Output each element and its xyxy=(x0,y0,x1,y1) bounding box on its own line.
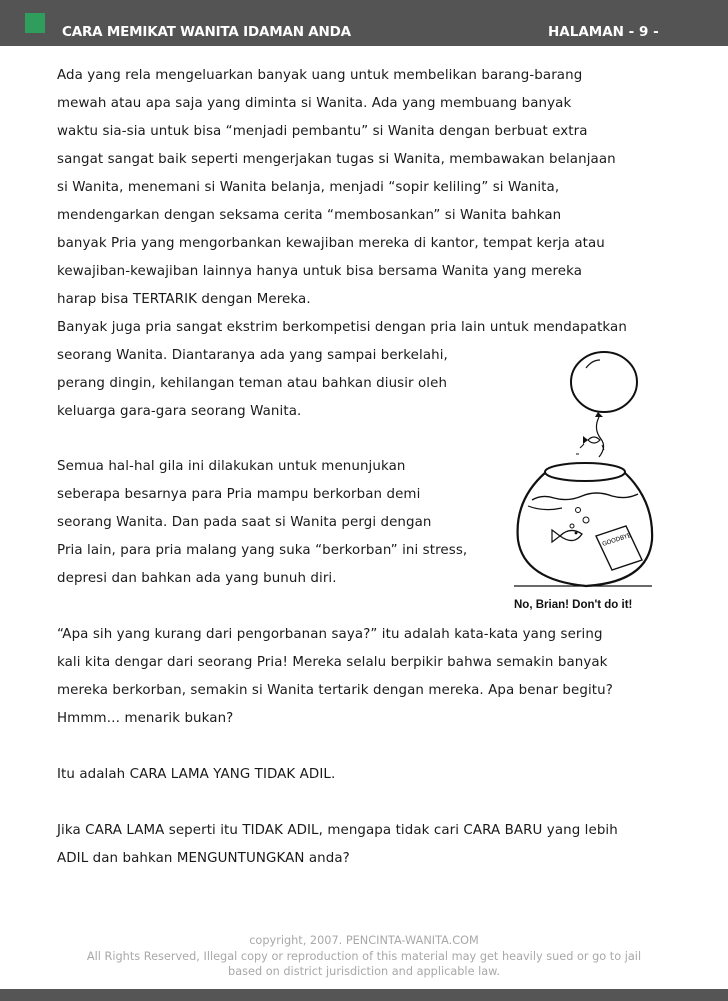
text-line: seberapa besarnya para Pria mampu berkorban demi xyxy=(57,487,421,502)
text-line: kewajiban-kewajiban lainnya hanya untuk bisa bersama Wanita yang mereka xyxy=(57,264,583,279)
page-number: HALAMAN - 9 - xyxy=(548,24,659,40)
text-line: perang dingin, kehilangan teman atau bahkan diusir oleh xyxy=(57,376,448,391)
text-line: depresi dan bahkan ada yang bunuh diri. xyxy=(57,571,337,586)
cartoon-caption: No, Brian! Don't do it! xyxy=(514,599,633,611)
text-line: harap bisa TERTARIK dengan Mereka. xyxy=(57,292,311,307)
text-line: ADIL dan bahkan MENGUNTUNGKAN anda? xyxy=(57,851,350,866)
text-line: seorang Wanita. Dan pada saat si Wanita pergi dengan xyxy=(57,515,432,530)
page-header xyxy=(0,0,728,46)
footer-bar xyxy=(0,989,728,1001)
text-line: Ada yang rela mengeluarkan banyak uang untuk membelikan barang-barang xyxy=(57,68,583,83)
text-line: kali kita dengar dari seorang Pria! Mereka selalu berpikir bahwa semakin banyak xyxy=(57,655,608,670)
logo-square xyxy=(25,13,45,33)
text-line: seorang Wanita. Diantaranya ada yang sampai berkelahi, xyxy=(57,348,448,363)
balloon-icon xyxy=(571,352,637,412)
text-line: Banyak juga pria sangat ekstrim berkompetisi dengan pria lain untuk mendapatkan xyxy=(57,320,627,335)
text-line: “Apa sih yang kurang dari pengorbanan saya?” itu adalah kata-kata yang sering xyxy=(57,627,603,642)
text-line: Hmmm… menarik bukan? xyxy=(57,711,234,726)
text-line: mereka berkorban, semakin si Wanita tertarik dengan mereka. Apa benar begitu? xyxy=(57,683,613,698)
rights-line: All Rights Reserved, Illegal copy or reproduction of this material may get heavily sued or go to jail xyxy=(86,950,642,963)
note-text: GOODBYE xyxy=(601,531,633,548)
text-line: Itu adalah CARA LAMA YANG TIDAK ADIL. xyxy=(57,767,336,782)
text-line: mendengarkan dengan seksama cerita “membosankan” si Wanita bahkan xyxy=(57,208,562,223)
text-line: Pria lain, para pria malang yang suka “berkorban” ini stress, xyxy=(57,543,468,558)
text-line: sangat sangat baik seperti mengerjakan tugas si Wanita, membawakan belanjaan xyxy=(57,152,616,167)
document-title: CARA MEMIKAT WANITA IDAMAN ANDA xyxy=(62,24,351,40)
fishbowl-icon xyxy=(518,472,653,586)
text-line: Jika CARA LAMA seperti itu TIDAK ADIL, mengapa tidak cari CARA BARU yang lebih xyxy=(57,823,618,838)
copyright-line: copyright, 2007. PENCINTA-WANITA.COM xyxy=(249,934,479,947)
text-line: Semua hal-hal gila ini dilakukan untuk menunjukan xyxy=(57,459,406,474)
text-line: si Wanita, menemani si Wanita belanja, menjadi “sopir keliling” si Wanita, xyxy=(57,180,560,195)
jurisdiction-line: based on district jurisdiction and applicable law. xyxy=(228,965,500,978)
text-line: banyak Pria yang mengorbankan kewajiban mereka di kantor, tempat kerja atau xyxy=(57,236,605,251)
fish-icon xyxy=(588,437,600,443)
fishbowl-cartoon xyxy=(508,350,658,612)
text-line: waktu sia-sia untuk bisa “menjadi pembantu” si Wanita dengan berbuat extra xyxy=(57,124,588,139)
text-line: mewah atau apa saja yang diminta si Wanita. Ada yang membuang banyak xyxy=(57,96,572,111)
text-line: keluarga gara-gara seorang Wanita. xyxy=(57,404,302,419)
